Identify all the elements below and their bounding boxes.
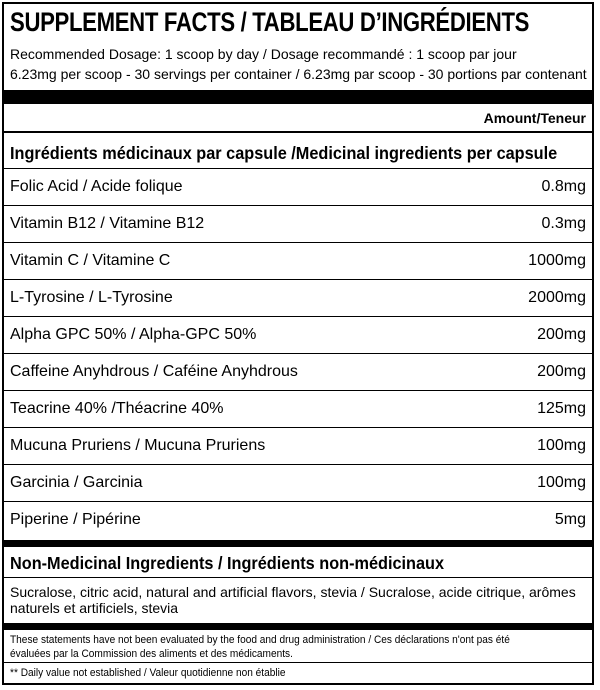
ingredient-name: Alpha GPC 50% / Alpha-GPC 50%	[10, 326, 257, 343]
ingredient-name: L-Tyrosine / L-Tyrosine	[10, 289, 173, 306]
non-medicinal-header: Non-Medicinal Ingredients / Ingrédients non-médicinaux	[10, 553, 445, 573]
divider	[4, 131, 592, 133]
ingredient-amount: 5mg	[554, 511, 586, 528]
ingredient-row	[4, 428, 592, 465]
ingredient-name: Vitamin C / Vitamine C	[10, 252, 171, 269]
ingredient-name: Folic Acid / Acide folique	[10, 178, 183, 195]
non-medicinal-text: Sucralose, citric acid, natural and artificial flavors, stevia / Sucralose, acide citrique, arômes naturels et artificiels, stevia	[10, 584, 576, 616]
divider	[4, 662, 592, 663]
ingredient-row	[4, 317, 592, 354]
ingredient-row	[4, 280, 592, 317]
ingredient-row	[4, 502, 592, 539]
amount-header: Amount/Teneur	[483, 110, 586, 126]
daily-value-note: ** Daily value not established / Valeur quotidienne non établie	[10, 667, 286, 679]
disclaimer-text: These statements have not been evaluated by the food and drug administration / Ces déclarations n'ont pas été évaluées par la Commission des aliments et des médicaments.	[10, 634, 510, 660]
ingredient-row	[4, 243, 592, 280]
ingredient-name: Vitamin B12 / Vitamine B12	[10, 215, 205, 232]
ingredient-amount: 100mg	[537, 437, 586, 454]
ingredient-row	[4, 169, 592, 206]
ingredient-row	[4, 391, 592, 428]
ingredient-row	[4, 354, 592, 391]
ingredient-amount: 2000mg	[528, 289, 586, 306]
ingredient-name: Caffeine Anyhdrous / Caféine Anyhdrous	[10, 363, 298, 380]
ingredient-amount: 200mg	[537, 363, 586, 380]
ingredient-amount: 0.3mg	[541, 215, 586, 232]
ingredient-amount: 0.8mg	[541, 178, 586, 195]
ingredient-amount: 200mg	[537, 326, 586, 343]
dosage-line: Recommended Dosage: 1 scoop by day / Dosage recommandé : 1 scoop par jour	[10, 46, 517, 62]
ingredient-amount: 125mg	[537, 400, 586, 417]
ingredient-name: Teacrine 40% /Théacrine 40%	[10, 400, 224, 417]
medicinal-header: Ingrédients médicinaux par capsule /Medicinal ingredients per capsule	[10, 143, 558, 163]
ingredient-name: Mucuna Pruriens / Mucuna Pruriens	[10, 437, 266, 454]
panel-title: SUPPLEMENT FACTS / TABLEAU D’INGRÉDIENTS	[10, 7, 530, 37]
divider	[4, 577, 592, 578]
ingredient-name: Piperine / Pipérine	[10, 511, 141, 528]
thick-divider	[4, 623, 592, 630]
supplement-facts-panel	[2, 2, 594, 685]
thick-divider	[4, 540, 592, 547]
ingredient-name: Garcinia / Garcinia	[10, 474, 143, 491]
ingredient-amount: 1000mg	[528, 252, 586, 269]
ingredient-row	[4, 206, 592, 243]
ingredient-row	[4, 465, 592, 502]
thick-divider	[4, 90, 592, 104]
serving-line: 6.23mg per scoop - 30 servings per container / 6.23mg par scoop - 30 portions par contenant	[10, 66, 587, 82]
ingredient-amount: 100mg	[537, 474, 586, 491]
